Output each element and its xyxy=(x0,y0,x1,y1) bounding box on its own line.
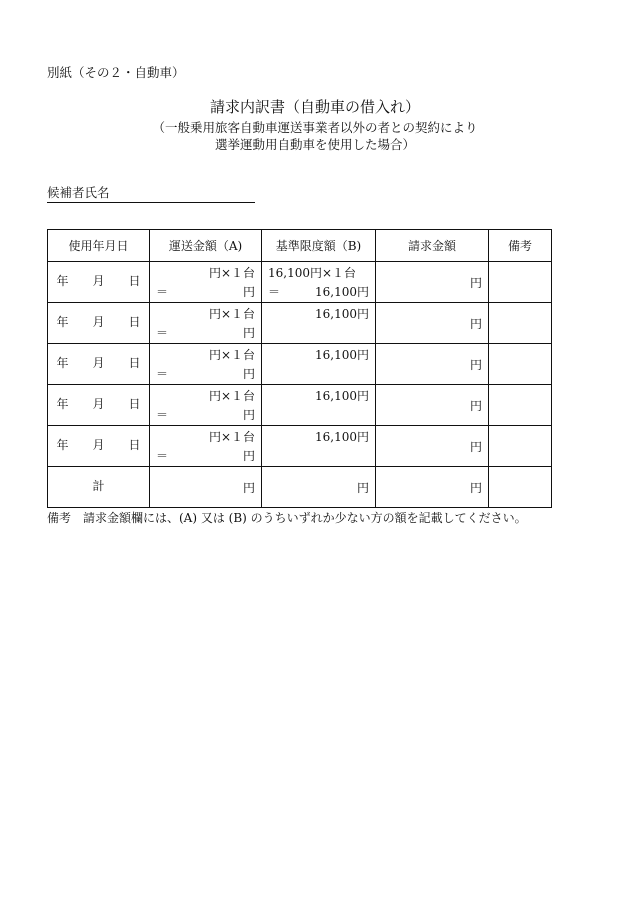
transport-cell[interactable] xyxy=(150,262,262,303)
transport-unit: 円×１台 xyxy=(208,348,255,362)
transport-cell[interactable] xyxy=(150,426,262,467)
total-limit-yen: 円 xyxy=(356,481,369,495)
header-remarks: 備考 xyxy=(489,230,552,262)
total-claim-yen: 円 xyxy=(469,481,482,495)
limit-cell xyxy=(262,426,376,467)
total-label: 計 xyxy=(92,479,105,493)
claim-cell[interactable] xyxy=(376,426,489,467)
claim-yen: 円 xyxy=(469,440,482,454)
document-subtitle-line2: 選挙運動用自動車を使用した場合） xyxy=(214,137,415,152)
table-row xyxy=(48,344,552,385)
limit-value: 16,100円 xyxy=(315,307,369,321)
date-cell[interactable] xyxy=(48,344,150,385)
table-row xyxy=(48,303,552,344)
transport-yen: 円 xyxy=(242,408,255,422)
candidate-name-label: 候補者氏名 xyxy=(47,185,110,200)
date-text: 年 月 日 xyxy=(56,315,141,329)
equals-sign: ＝ xyxy=(156,326,169,340)
date-cell[interactable] xyxy=(48,262,150,303)
limit-value: 16,100円 xyxy=(315,285,369,299)
remarks-cell[interactable] xyxy=(489,303,552,344)
limit-cell xyxy=(262,303,376,344)
equals-sign: ＝ xyxy=(268,285,281,299)
total-remarks-cell[interactable] xyxy=(489,467,552,508)
equals-sign: ＝ xyxy=(156,408,169,422)
table-row xyxy=(48,262,552,303)
remarks-cell[interactable] xyxy=(489,426,552,467)
limit-formula: 16,100円×１台 xyxy=(268,266,357,280)
transport-cell[interactable] xyxy=(150,385,262,426)
header-claim-amount: 請求金額 xyxy=(376,230,489,262)
annex-label: 別紙（その２・自動車） xyxy=(47,65,185,80)
transport-cell[interactable] xyxy=(150,303,262,344)
date-text: 年 月 日 xyxy=(56,274,141,288)
total-transport-cell[interactable] xyxy=(150,467,262,508)
table-row xyxy=(48,385,552,426)
equals-sign: ＝ xyxy=(156,449,169,463)
date-text: 年 月 日 xyxy=(56,438,141,452)
remarks-cell[interactable] xyxy=(489,262,552,303)
header-transport-amount: 運送金額（A) xyxy=(150,230,262,262)
equals-sign: ＝ xyxy=(156,285,169,299)
transport-yen: 円 xyxy=(242,367,255,381)
date-cell[interactable] xyxy=(48,303,150,344)
claim-yen: 円 xyxy=(469,399,482,413)
total-row xyxy=(48,467,552,508)
remarks-cell[interactable] xyxy=(489,385,552,426)
document-subtitle-line1: （一般乗用旅客自動車運送事業者以外の者との契約により xyxy=(152,120,478,135)
table-row xyxy=(48,426,552,467)
candidate-name-field[interactable] xyxy=(47,183,255,203)
transport-unit: 円×１台 xyxy=(208,389,255,403)
limit-cell xyxy=(262,344,376,385)
claim-cell[interactable] xyxy=(376,262,489,303)
transport-yen: 円 xyxy=(242,326,255,340)
date-text: 年 月 日 xyxy=(56,356,141,370)
transport-unit: 円×１台 xyxy=(208,266,255,280)
claim-cell[interactable] xyxy=(376,303,489,344)
equals-sign: ＝ xyxy=(156,367,169,381)
footnote: 備考 請求金額欄には、(A) 又は (B) のうちいずれか少ない方の額を記載してください。 xyxy=(47,511,527,525)
limit-value: 16,100円 xyxy=(315,430,369,444)
transport-unit: 円×１台 xyxy=(208,430,255,444)
claim-yen: 円 xyxy=(469,276,482,290)
claim-cell[interactable] xyxy=(376,385,489,426)
limit-cell xyxy=(262,385,376,426)
total-label-cell xyxy=(48,467,150,508)
remarks-cell[interactable] xyxy=(489,344,552,385)
total-claim-cell[interactable] xyxy=(376,467,489,508)
transport-yen: 円 xyxy=(242,285,255,299)
total-limit-cell[interactable] xyxy=(262,467,376,508)
header-date: 使用年月日 xyxy=(48,230,150,262)
limit-value: 16,100円 xyxy=(315,348,369,362)
transport-yen: 円 xyxy=(242,449,255,463)
transport-unit: 円×１台 xyxy=(208,307,255,321)
limit-cell xyxy=(262,262,376,303)
header-limit-amount: 基準限度額（B) xyxy=(262,230,376,262)
total-transport-yen: 円 xyxy=(242,481,255,495)
claim-table xyxy=(47,229,552,508)
transport-cell[interactable] xyxy=(150,344,262,385)
table-header-row xyxy=(48,230,552,262)
limit-value: 16,100円 xyxy=(315,389,369,403)
date-cell[interactable] xyxy=(48,426,150,467)
date-text: 年 月 日 xyxy=(56,397,141,411)
claim-cell[interactable] xyxy=(376,344,489,385)
claim-yen: 円 xyxy=(469,358,482,372)
date-cell[interactable] xyxy=(48,385,150,426)
claim-yen: 円 xyxy=(469,317,482,331)
document-title: 請求内訳書（自動車の借入れ） xyxy=(209,98,420,116)
